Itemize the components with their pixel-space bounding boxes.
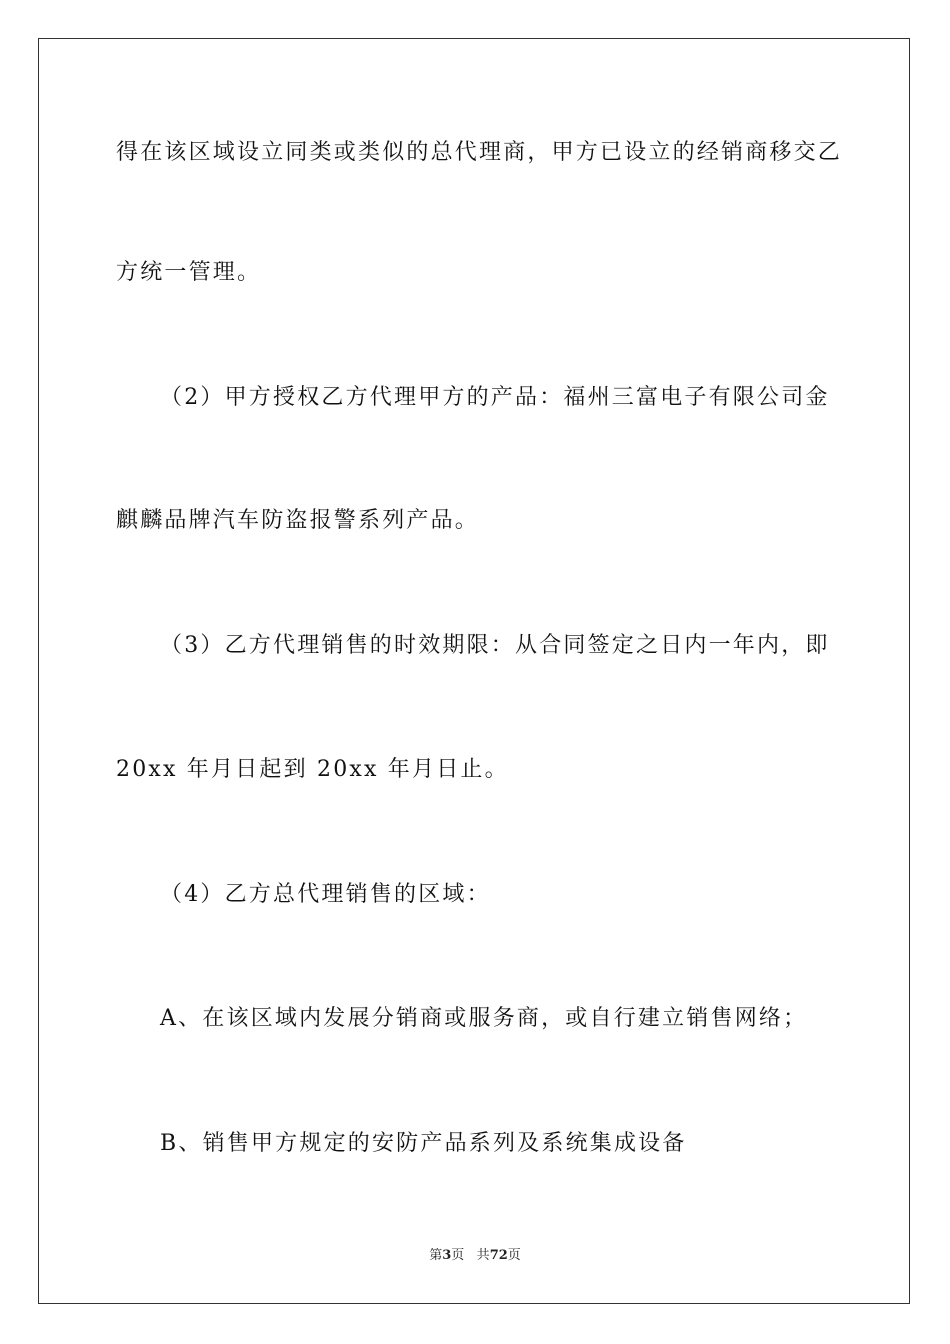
clause-4-item-a: A、在该区域内发展分销商或服务商，或自行建立销售网络； [160, 1006, 808, 1031]
page-border [38, 38, 910, 1304]
clause-4-item-b: B、销售甲方规定的安防产品系列及系统集成设备 [160, 1131, 687, 1156]
footer-page-number: 3 [442, 1248, 452, 1263]
footer-page-suffix: 页 [451, 1248, 465, 1263]
footer-total-pages: 72 [489, 1248, 508, 1263]
footer-page-prefix: 第 [429, 1248, 443, 1263]
body-text-line-1: 得在该区域设立同类或类似的总代理商，甲方已设立的经销商移交乙 [116, 140, 843, 165]
clause-3-line-1: （3）乙方代理销售的时效期限：从合同签定之日内一年内，即 [160, 633, 830, 658]
clause-2-line-1: （2）甲方授权乙方代理甲方的产品：福州三富电子有限公司金 [160, 385, 830, 410]
footer-total-suffix: 页 [507, 1248, 521, 1263]
page-footer [0, 1247, 950, 1265]
clause-4-heading: （4）乙方总代理销售的区域： [160, 882, 491, 907]
body-text-line-2: 方统一管理。 [116, 260, 262, 285]
clause-2-line-2: 麒麟品牌汽车防盗报警系列产品。 [116, 508, 480, 533]
footer-total-prefix: 共 [476, 1248, 490, 1263]
clause-3-line-2: 20xx 年月日起到 20xx 年月日止。 [116, 757, 509, 782]
